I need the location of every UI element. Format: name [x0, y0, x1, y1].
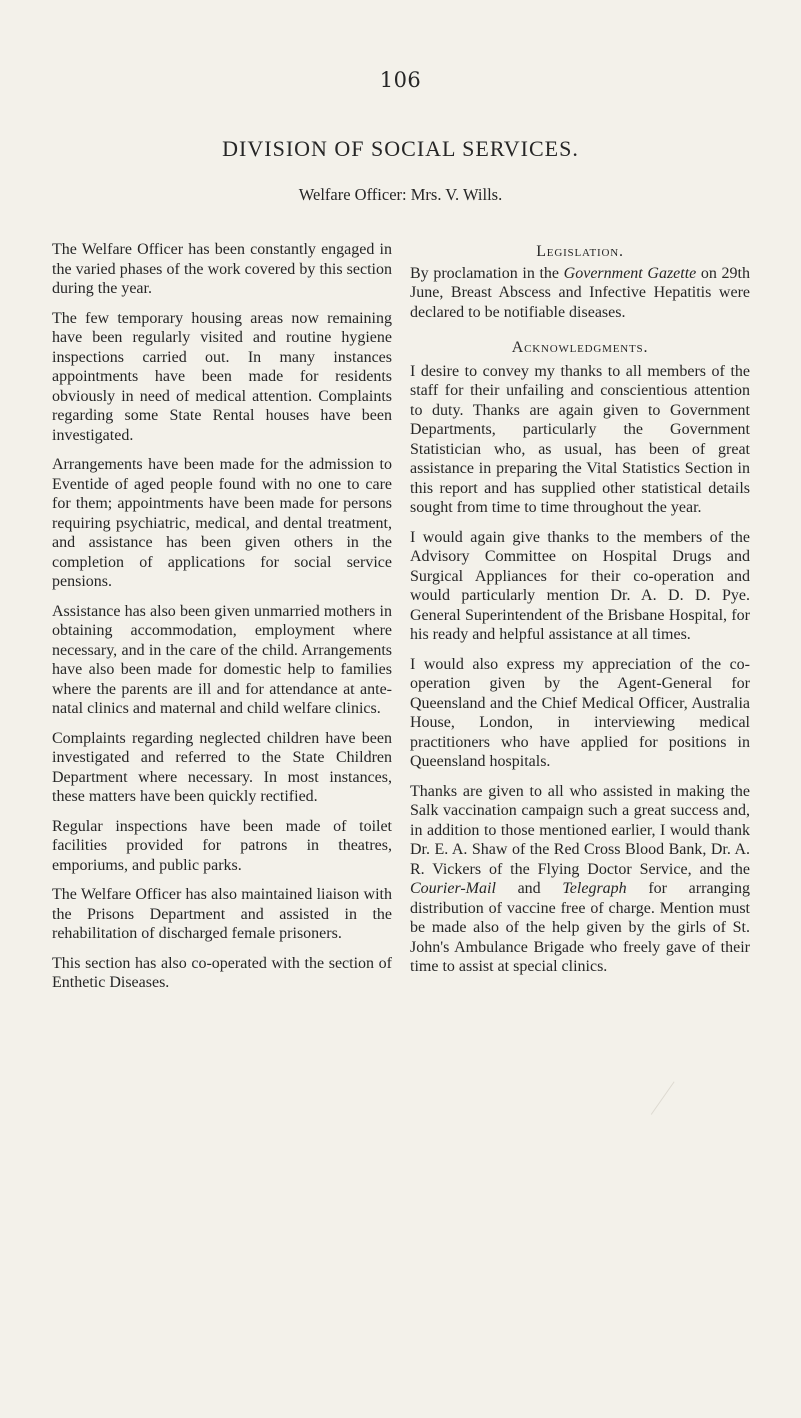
legislation-heading: Legislation. — [536, 243, 624, 260]
acknowledgments-heading: Acknowledgments. — [511, 339, 649, 356]
legislation-paragraph — [410, 264, 750, 323]
gazette-title: Government Gazette — [563, 264, 697, 282]
paragraph: This section has also co-operated with the section of Enthetic Diseases. — [52, 954, 392, 991]
pencil-mark — [651, 1081, 694, 1128]
text-span: By proclamation in the — [410, 264, 564, 282]
page-number: 106 — [379, 68, 422, 92]
paragraph: Arrangements have been made for the admission to Eventide of aged people found with no one to care for them; appointments have been made for persons requiring psychiatric, medical, and dental treatment, and assistance has been given others in the completion of applications for social service pensions. — [52, 456, 392, 590]
paragraph: I would also express my appreciation of the co-operation given by the Agent-General for Queensland and the Chief Medical Officer, Australia House, London, in interviewing medical practitioners who have applied for positions in Queensland hospitals. — [410, 655, 750, 770]
paragraph: I would again give thanks to the members of the Advisory Committee on Hospital Drugs and Surgical Appliances for their co-operation and would particularly mention Dr. A. D. D. Pye. General Superintendent of the Brisbane Hospital, for his ready and helpful assistance at all times. — [410, 528, 750, 643]
text-span: and — [495, 880, 563, 897]
newspaper-title: Courier-Mail — [410, 880, 496, 897]
paragraph: Assistance has also been given unmarried mothers in obtaining accommodation, employment where necessary, and in the care of the child. Arrangements have also been made for domestic help to families where the parents are ill and for attendance at ante-natal clinics and maternal and child welfare clinics. — [52, 602, 392, 717]
paragraph: Regular inspections have been made of toilet facilities provided for patrons in theatres, emporiums, and public parks. — [52, 817, 392, 874]
text-span: on 29th June, Breast Abscess and Infective Hepatitis were declared to be notifiable diseases. — [410, 264, 750, 321]
paragraph: The few temporary housing areas now remaining have been regularly visited and routine hygiene inspections carried out. In many instances appointments have been made for residents obviously in need of medical attention. Complaints regarding some State Rental houses have been investigated. — [52, 309, 392, 444]
text-span: for arranging distribution of vaccine free of charge. Mention must be made also of the help given by the girls of St. John's Ambulance Brigade who freely gave of their time to assist at special clinics. — [410, 880, 750, 975]
page-title: DIVISION OF SOCIAL SERVICES. — [222, 136, 579, 161]
final-paragraph — [410, 782, 750, 977]
paragraph: Complaints regarding neglected children have been investigated and referred to the State Children Department where necessary. In most instances, these matters have been quickly rectified. — [52, 729, 392, 805]
paragraph: The Welfare Officer has also maintained liaison with the Prisons Department and assisted in the rehabilitation of discharged female prisoners. — [52, 886, 392, 942]
newspaper-title: Telegraph — [562, 880, 627, 897]
right-column — [410, 242, 750, 987]
paragraph: The Welfare Officer has been constantly engaged in the varied phases of the work covered by this section during the year. — [52, 241, 392, 297]
left-column — [52, 240, 392, 1003]
paragraph: I desire to convey my thanks to all members of the staff for their unfailing and conscientious attention to duty. Thanks are again given to Government Departments, particularly the Government Statistician who, as usual, has been of great assistance in preparing the Vital Statistics Section in this report and has supplied other statistical details sought from time to time throughout the year. — [410, 362, 750, 516]
officer-line: Welfare Officer: Mrs. V. Wills. — [298, 185, 503, 204]
text-span: Thanks are given to all who assisted in making the Salk vaccination campaign such a great success and, in addition to those mentioned earlier, I would thank Dr. E. A. Shaw of the Red Cross Blood Bank, Dr. A. R. Vickers of the Flying Doctor Service, and the — [410, 782, 750, 878]
